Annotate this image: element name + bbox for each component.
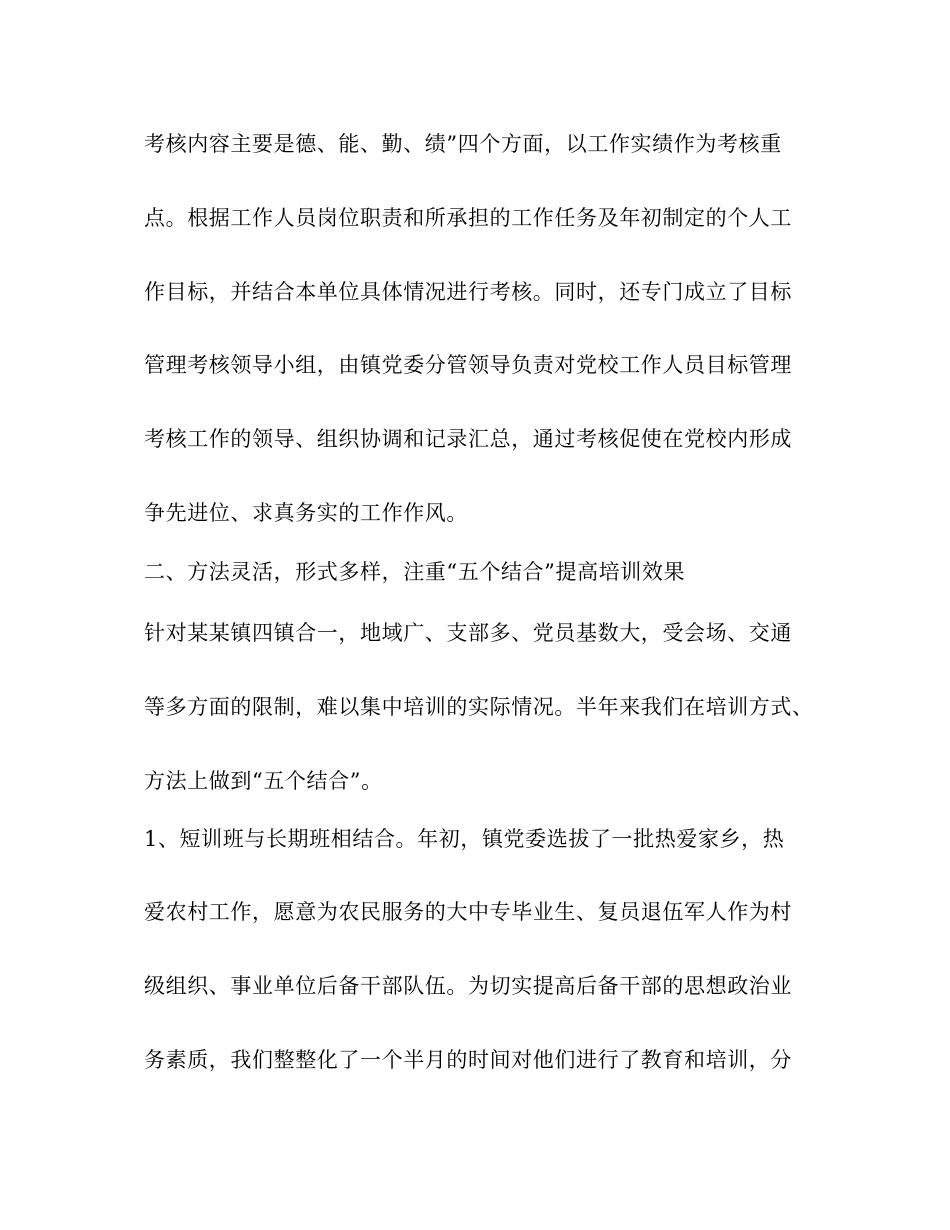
text-line-2: 点。根据工作人员岗位职责和所承担的工作任务及年初制定的个人工 (144, 206, 792, 230)
text-line-8: 针对某某镇四镇合一，地域广、支部多、党员基数大，受会场、交通 (144, 621, 792, 645)
text-line-12: 爱农村工作，愿意为农民服务的大中专毕业生、复员退伍军人作为村 (144, 900, 792, 924)
text-line-13: 级组织、事业单位后备干部队伍。为切实提高后备干部的思想政治业 (144, 974, 792, 998)
text-line-1: 考核内容主要是德、能、勤、绩”四个方面，以工作实绩作为考核重 (144, 132, 782, 156)
text-line-4: 管理考核领导小组，由镇党委分管领导负责对党校工作人员目标管理 (144, 353, 792, 377)
text-line-14: 务素质，我们整整化了一个半月的时间对他们进行了教育和培训，分 (144, 1048, 792, 1072)
text-line-9: 等多方面的限制，难以集中培训的实际情况。半年来我们在培训方式、 (144, 695, 814, 719)
text-line-11: 1、短训班与长期班相结合。年初，镇党委选拔了一批热爱家乡，热 (144, 827, 785, 851)
text-line-3: 作目标，并结合本单位具体情况进行考核。同时，还专门成立了目标 (144, 280, 792, 304)
text-line-10: 方法上做到“五个结合”。 (144, 769, 383, 793)
text-line-6: 争先进位、求真务实的工作作风。 (144, 501, 468, 525)
section-heading: 二、方法灵活，形式多样，注重“五个结合”提高培训效果 (144, 560, 686, 584)
text-line-5: 考核工作的领导、组织协调和记录汇总，通过考核促使在党校内形成 (144, 427, 792, 451)
